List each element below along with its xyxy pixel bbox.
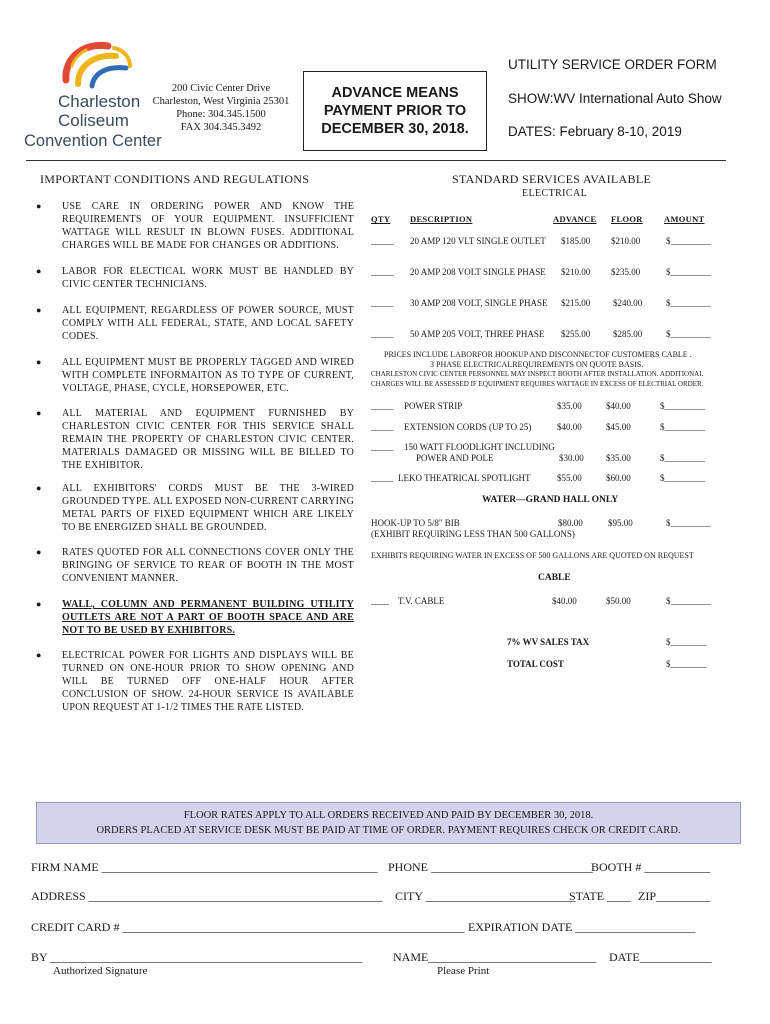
price-note: PRICES INCLUDE LABORFOR HOOKUP AND DISCONNECTOF CUSTOMERS CABLE . — [384, 350, 692, 359]
condition-text: LABOR FOR ELECTICAL WORK MUST BE HANDLED BY CIVIC CENTER TECHNICIANS. — [62, 266, 354, 290]
amount-field[interactable]: $_________ — [666, 298, 711, 308]
bullet-icon: ● — [36, 483, 42, 493]
advance-line: PAYMENT PRIOR TO — [323, 103, 467, 119]
notice-line: ORDERS PLACED AT SERVICE DESK MUST BE PAID AT TIME OF ORDER. PAYMENT REQUIRES CHECK OR CREDIT CARD. — [96, 825, 681, 836]
price-note: CHARLESTON CIVIC CENTER PERSONNEL MAY INSPECT BOOTH AFTER INSTALLATION. ADDITIONAL — [371, 370, 704, 378]
price-note: CHARGES WILL BE ASSESSED IF EQUIPMENT REQUIRES WATTAGE IN EXCESS OF ELECTRIAL ORDER. — [371, 380, 704, 388]
condition-text: RATES QUOTED FOR ALL CONNECTIONS COVER ONLY THE BRINGING OF SERVICE TO REAR OF BOOTH IN THE MOST CONVENIENT MANNER. — [62, 547, 354, 584]
col-advance: ADVANCE — [553, 214, 597, 224]
row-description: 30 AMP 208 VOLT, SINGLE PHASE — [410, 298, 548, 308]
condition-text: ALL EQUIPMENT MUST BE PROPERLY TAGGED AND WIRED WITH COMPLETE INFORMAITON AS TO TYPE OF CURRENT, VOLTAGE, PHASE, CYCLE, HORSEPOWER, ETC. — [62, 357, 354, 394]
col-floor: FLOOR — [611, 214, 643, 224]
firm-name-field[interactable]: FIRM NAME ______________________________________________ — [31, 860, 378, 874]
address-line: 200 Civic Center Drive — [171, 83, 271, 94]
condition-item — [36, 482, 354, 534]
row-description: 20 AMP 120 VLT SINGLE OUTLET — [410, 236, 546, 246]
amount-field[interactable]: $_________ — [666, 267, 711, 277]
row-advance: $80.00 — [558, 518, 583, 528]
amount-field[interactable]: $_________ — [660, 422, 705, 432]
row-floor: $240.00 — [613, 298, 643, 308]
bullet-icon: ● — [36, 266, 42, 276]
phone-field[interactable]: PHONE ___________________________ — [388, 860, 594, 874]
amount-field[interactable]: $_________ — [666, 236, 711, 246]
header-divider — [26, 160, 726, 161]
amount-field[interactable]: $_________ — [666, 329, 711, 339]
condition-item — [36, 304, 354, 343]
expiration-date-field[interactable]: EXPIRATION DATE ____________________ — [468, 920, 696, 934]
total-cost-label: TOTAL COST — [507, 659, 564, 669]
logo-line-1: Charleston — [58, 92, 141, 111]
state-field[interactable]: STATE ____ — [569, 889, 632, 903]
row-floor: $95.00 — [608, 518, 633, 528]
advance-line: DECEMBER 30, 2018. — [321, 121, 469, 137]
sales-tax-field[interactable]: $________ — [666, 637, 707, 647]
advance-line: ADVANCE MEANS — [331, 85, 459, 101]
row-advance: $255.00 — [561, 329, 591, 339]
row-floor: $235.00 — [611, 267, 641, 277]
row-advance: $55.00 — [557, 473, 582, 483]
phone-line: Phone: 304.345.1500 — [176, 109, 266, 120]
credit-card-field[interactable]: CREDIT CARD # _________________________________________________________ — [31, 920, 465, 934]
row-advance: $210.00 — [561, 267, 591, 277]
condition-text: ALL MATERIAL AND EQUIPMENT FURNISHED BY CHARLESTON CIVIC CENTER FOR THIS SERVICE SHALL REMAIN THE PROPERTY OF CHARLESTON CIVIC CENTER. MATERIALS DAMAGED OR MISSING WILL BE BILLED TO THE EXHIBITOR. — [62, 408, 354, 471]
amount-field[interactable]: $_________ — [660, 473, 705, 483]
qty-field[interactable]: _____ — [371, 236, 394, 246]
form-title: UTILITY SERVICE ORDER FORM — [508, 57, 717, 72]
cable-heading: CABLE — [538, 573, 571, 583]
address-field[interactable]: ADDRESS _________________________________________________ — [31, 889, 383, 903]
print-name-field[interactable]: NAME____________________________ — [393, 950, 597, 964]
bullet-icon: ● — [36, 357, 42, 367]
water-note: EXHIBITS REQUIRING WATER IN EXCESS OF 500 GALLONS ARE QUOTED ON REQUEST — [371, 551, 694, 560]
row-advance: $30.00 — [559, 453, 584, 463]
bullet-icon: ● — [36, 650, 42, 660]
row-floor: $60.00 — [606, 473, 631, 483]
condition-item — [36, 356, 354, 395]
condition-text: USE CARE IN ORDERING POWER AND KNOW THE REQUIREMENTS OF YOUR EQUIPMENT. INSUFFICIENT WATTAGE WILL RESULT IN BLOWN FUSES. ADDITIONAL CHARGES WILL BE MADE FOR CHANGES OR ADDITIONS. — [62, 201, 354, 251]
row-advance: $35.00 — [557, 401, 582, 411]
conditions-heading: IMPORTANT CONDITIONS AND REGULATIONS — [40, 172, 310, 186]
row-floor: $50.00 — [606, 596, 631, 606]
col-description: DESCRIPTION — [410, 214, 473, 224]
qty-field[interactable]: _____ — [371, 298, 394, 308]
col-qty: QTY — [371, 214, 391, 224]
water-heading: WATER—GRAND HALL ONLY — [482, 495, 619, 505]
amount-field[interactable]: $_________ — [666, 518, 711, 528]
logo-swirl-icon — [56, 40, 136, 95]
venue-address — [146, 82, 296, 134]
show-dates: DATES: February 8-10, 2019 — [508, 124, 682, 139]
city-field[interactable]: CITY _________________________ — [395, 889, 576, 903]
row-advance: $185.00 — [561, 236, 591, 246]
authorized-signature-label: Authorized Signature — [53, 965, 148, 977]
fax-line: FAX 304.345.3492 — [180, 122, 262, 133]
row-description: 150 WATT FLOODLIGHT INCLUDING — [404, 442, 555, 452]
condition-item — [36, 546, 354, 585]
row-advance: $215.00 — [561, 298, 591, 308]
amount-field[interactable]: $_________ — [660, 453, 705, 463]
col-amount: AMOUNT — [664, 214, 705, 224]
row-description: POWER STRIP — [404, 401, 463, 411]
floor-rate-notice — [36, 802, 741, 844]
condition-item — [36, 649, 354, 714]
row-floor: $210.00 — [611, 236, 641, 246]
qty-field[interactable]: _____ — [371, 329, 394, 339]
bullet-icon: ● — [36, 408, 42, 418]
services-heading: STANDARD SERVICES AVAILABLE — [452, 172, 652, 186]
row-description: LEKO THEATRICAL SPOTLIGHT — [398, 473, 531, 483]
qty-field[interactable]: ____ — [371, 596, 389, 606]
row-description: 20 AMP 208 VOLT SINGLE PHASE — [410, 267, 546, 277]
advance-payment-box — [303, 71, 487, 151]
address-line: Charleston, West Virginia 25301 — [152, 96, 290, 107]
row-description: EXTENSION CORDS (UP TO 25) — [404, 422, 532, 432]
show-name: SHOW:WV International Auto Show — [508, 91, 722, 106]
qty-field[interactable]: _____ — [371, 267, 394, 277]
row-advance: $40.00 — [552, 596, 577, 606]
row-description-2: (EXHIBIT REQUIRING LESS THAN 500 GALLONS) — [371, 529, 575, 539]
sales-tax-label: 7% WV SALES TAX — [507, 637, 590, 647]
electrical-heading: ELECTRICAL — [522, 188, 588, 199]
row-advance: $40.00 — [557, 422, 582, 432]
bullet-icon: ● — [36, 305, 42, 315]
condition-item — [36, 598, 354, 637]
qty-field[interactable]: _____ — [371, 401, 394, 411]
row-floor: $35.00 — [606, 453, 631, 463]
bullet-icon: ● — [36, 201, 42, 211]
zip-field[interactable]: ZIP_________ — [638, 889, 710, 903]
please-print-label: Please Print — [437, 965, 490, 977]
condition-text: ALL EQUIPMENT, REGARDLESS OF POWER SOURCE, MUST COMPLY WITH ALL FEDERAL, STATE, AND LOCAL SAFETY CODES. — [62, 305, 354, 342]
qty-field[interactable]: _____ — [371, 442, 394, 452]
row-description-2: POWER AND POLE — [416, 453, 494, 463]
total-cost-field[interactable]: $________ — [666, 659, 707, 669]
logo-line-3: Convention Center — [24, 132, 162, 150]
date-field[interactable]: DATE____________ — [609, 950, 712, 964]
row-description: HOOK-UP TO 5/8" BIB — [371, 518, 460, 528]
amount-field[interactable]: $_________ — [666, 596, 711, 606]
price-note: 3 PHASE ELECTRICALREQUIREMENTS ON QUOTE BASIS. — [430, 360, 644, 369]
condition-text: WALL, COLUMN AND PERMANENT BUILDING UTILITY OUTLETS ARE NOT A PART OF BOOTH SPACE AND ARE NOT TO BE USED BY EXHIBITORS. — [62, 599, 354, 636]
signature-field[interactable]: BY ____________________________________________________ — [31, 950, 363, 964]
logo-line-2: Coliseum — [58, 111, 129, 130]
qty-field[interactable]: _____ — [371, 473, 394, 483]
condition-item — [36, 407, 354, 472]
row-description: 50 AMP 205 VOLT, THREE PHASE — [410, 329, 545, 339]
condition-text: ALL EXHIBITORS' CORDS MUST BE THE 3-WIRED GROUNDED TYPE. ALL EXPOSED NON-CURRENT CARRYING METAL PARTS OF FIXED EQUIPMENT WHICH ARE LIKELY TO BE ENERGIZED SHALL BE GROUNDED. — [62, 483, 355, 533]
row-floor: $40.00 — [606, 401, 631, 411]
bullet-icon: ● — [36, 599, 42, 609]
amount-field[interactable]: $_________ — [660, 401, 705, 411]
row-floor: $285.00 — [613, 329, 643, 339]
qty-field[interactable]: _____ — [371, 422, 394, 432]
row-description: T.V. CABLE — [398, 596, 445, 606]
bullet-icon: ● — [36, 547, 42, 557]
condition-item — [36, 265, 354, 291]
row-floor: $45.00 — [606, 422, 631, 432]
booth-field[interactable]: BOOTH # ___________ — [591, 860, 711, 874]
notice-line: FLOOR RATES APPLY TO ALL ORDERS RECEIVED AND PAID BY DECEMBER 30, 2018. — [183, 810, 594, 821]
condition-text: ELECTRICAL POWER FOR LIGHTS AND DISPLAYS WILL BE TURNED ON ONE-HOUR PRIOR TO SHOW OPENING AND WILL BE TURNED OFF ONE-HALF HOUR AFTER CONCLUSION OF SHOW. 24-HOUR SERVICE IS AVAILABLE UPON REQUEST AT 1-1/2 TIMES THE RATE LISTED. — [62, 650, 354, 713]
condition-item — [36, 200, 354, 252]
